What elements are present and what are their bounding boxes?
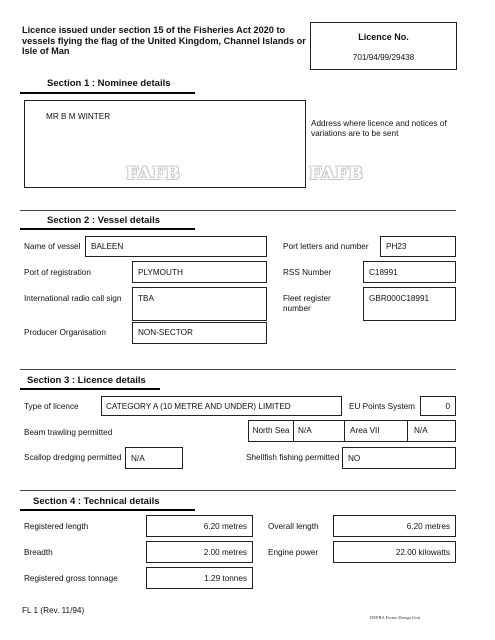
type-of-licence-label: Type of licence bbox=[24, 402, 79, 411]
fleet-register-label-line-1: Fleet register bbox=[283, 294, 331, 303]
licence-title-line-3: Isle of Man bbox=[22, 46, 70, 57]
eu-points-value: 0 bbox=[445, 402, 450, 411]
north-sea-label: North Sea bbox=[249, 421, 294, 441]
breadth-value: 2.00 metres bbox=[203, 548, 247, 557]
watermark-right: FAFB bbox=[309, 164, 364, 184]
registered-length-box bbox=[146, 515, 253, 537]
radio-call-sign-value: TBA bbox=[138, 294, 154, 303]
form-reference: FL 1 (Rev. 11/94) bbox=[22, 606, 85, 615]
rss-number-value: C18991 bbox=[369, 268, 398, 277]
section-4-title: Section 4 : Technical details bbox=[33, 496, 160, 507]
section-4-underline bbox=[20, 509, 195, 511]
shellfish-label: Shellfish fishing permitted bbox=[246, 453, 340, 462]
area-vii-value: N/A bbox=[414, 426, 428, 435]
name-of-vessel-value: BALEEN bbox=[91, 242, 124, 251]
breadth-label: Breadth bbox=[24, 548, 53, 557]
licence-number-label: Licence No. bbox=[358, 32, 409, 42]
licence-title-line-2: vessels flying the flag of the United Kingdom, Channel Islands or bbox=[22, 35, 306, 46]
north-sea-value: N/A bbox=[294, 421, 345, 441]
section-2-title: Section 2 : Vessel details bbox=[47, 215, 160, 226]
name-of-vessel-box bbox=[85, 236, 267, 257]
licence-number-box bbox=[310, 22, 457, 70]
port-of-registration-label: Port of registration bbox=[24, 268, 91, 277]
section-3-rule bbox=[20, 369, 456, 370]
eu-points-box bbox=[420, 396, 456, 416]
section-1-underline bbox=[20, 92, 195, 94]
name-of-vessel-label: Name of vessel bbox=[24, 242, 81, 251]
shellfish-value: NO bbox=[348, 454, 361, 463]
licence-number-value: 701/94/99/29438 bbox=[352, 53, 415, 62]
shellfish-box bbox=[342, 447, 456, 469]
section-4-rule bbox=[20, 490, 456, 491]
fleet-register-box bbox=[363, 287, 456, 321]
radio-call-sign-label: International radio call sign bbox=[24, 294, 122, 303]
port-of-registration-box bbox=[132, 261, 267, 283]
scallop-box bbox=[125, 447, 183, 469]
section-3-underline bbox=[20, 388, 160, 390]
registered-length-label: Registered length bbox=[24, 522, 89, 531]
scallop-label: Scallop dredging permitted bbox=[24, 453, 122, 462]
port-of-registration-value: PLYMOUTH bbox=[138, 268, 183, 277]
area-vii-label: Area VII bbox=[346, 421, 408, 441]
watermark-left: FAFB bbox=[126, 164, 181, 184]
fleet-register-value: GBR000C18991 bbox=[369, 294, 430, 303]
registered-length-value: 6.20 metres bbox=[203, 522, 247, 531]
address-note-line-1: Address where licence and notices of bbox=[311, 119, 447, 128]
overall-length-label: Overall length bbox=[268, 522, 319, 531]
printer-note: DEFRA Forms Design Unit bbox=[370, 615, 421, 620]
gross-tonnage-box bbox=[146, 567, 253, 589]
port-letters-value: PH23 bbox=[386, 242, 407, 251]
eu-points-label: EU Points System bbox=[349, 402, 415, 411]
engine-power-value: 22.00 kilowatts bbox=[395, 548, 450, 557]
type-of-licence-value: CATEGORY A (10 METRE AND UNDER) LIMITED bbox=[106, 402, 291, 411]
port-letters-box bbox=[380, 236, 456, 257]
port-letters-label: Port letters and number bbox=[283, 242, 369, 251]
rss-number-box bbox=[363, 261, 456, 283]
engine-power-box bbox=[333, 541, 456, 563]
section-1-title: Section 1 : Nominee details bbox=[47, 78, 171, 89]
gross-tonnage-label: Registered gross tonnage bbox=[24, 574, 118, 583]
scallop-value: N/A bbox=[131, 454, 145, 463]
section-3-title: Section 3 : Licence details bbox=[27, 375, 146, 386]
gross-tonnage-value: 1.29 tonnes bbox=[204, 574, 247, 583]
type-of-licence-box bbox=[101, 396, 342, 416]
section-2-underline bbox=[20, 228, 195, 230]
beam-trawling-box bbox=[248, 420, 456, 442]
overall-length-box bbox=[333, 515, 456, 537]
engine-power-label: Engine power bbox=[268, 548, 319, 557]
fleet-register-label-line-2: number bbox=[283, 303, 311, 313]
producer-org-label: Producer Organisation bbox=[24, 328, 106, 337]
rss-number-label: RSS Number bbox=[283, 268, 332, 277]
producer-org-box bbox=[132, 322, 267, 344]
address-note bbox=[311, 119, 447, 138]
nominee-name: MR B M WINTER bbox=[46, 112, 111, 121]
fleet-register-label bbox=[283, 294, 331, 313]
overall-length-value: 6.20 metres bbox=[406, 522, 450, 531]
breadth-box bbox=[146, 541, 253, 563]
section-2-rule bbox=[20, 210, 456, 211]
licence-title-line-1: Licence issued under section 15 of the Fisheries Act 2020 to bbox=[22, 25, 286, 35]
beam-trawling-label: Beam trawling permitted bbox=[24, 428, 113, 437]
radio-call-sign-box bbox=[132, 287, 267, 321]
address-note-line-2: variations are to be sent bbox=[311, 128, 399, 138]
producer-org-value: NON-SECTOR bbox=[138, 328, 193, 337]
licence-title bbox=[22, 25, 312, 57]
